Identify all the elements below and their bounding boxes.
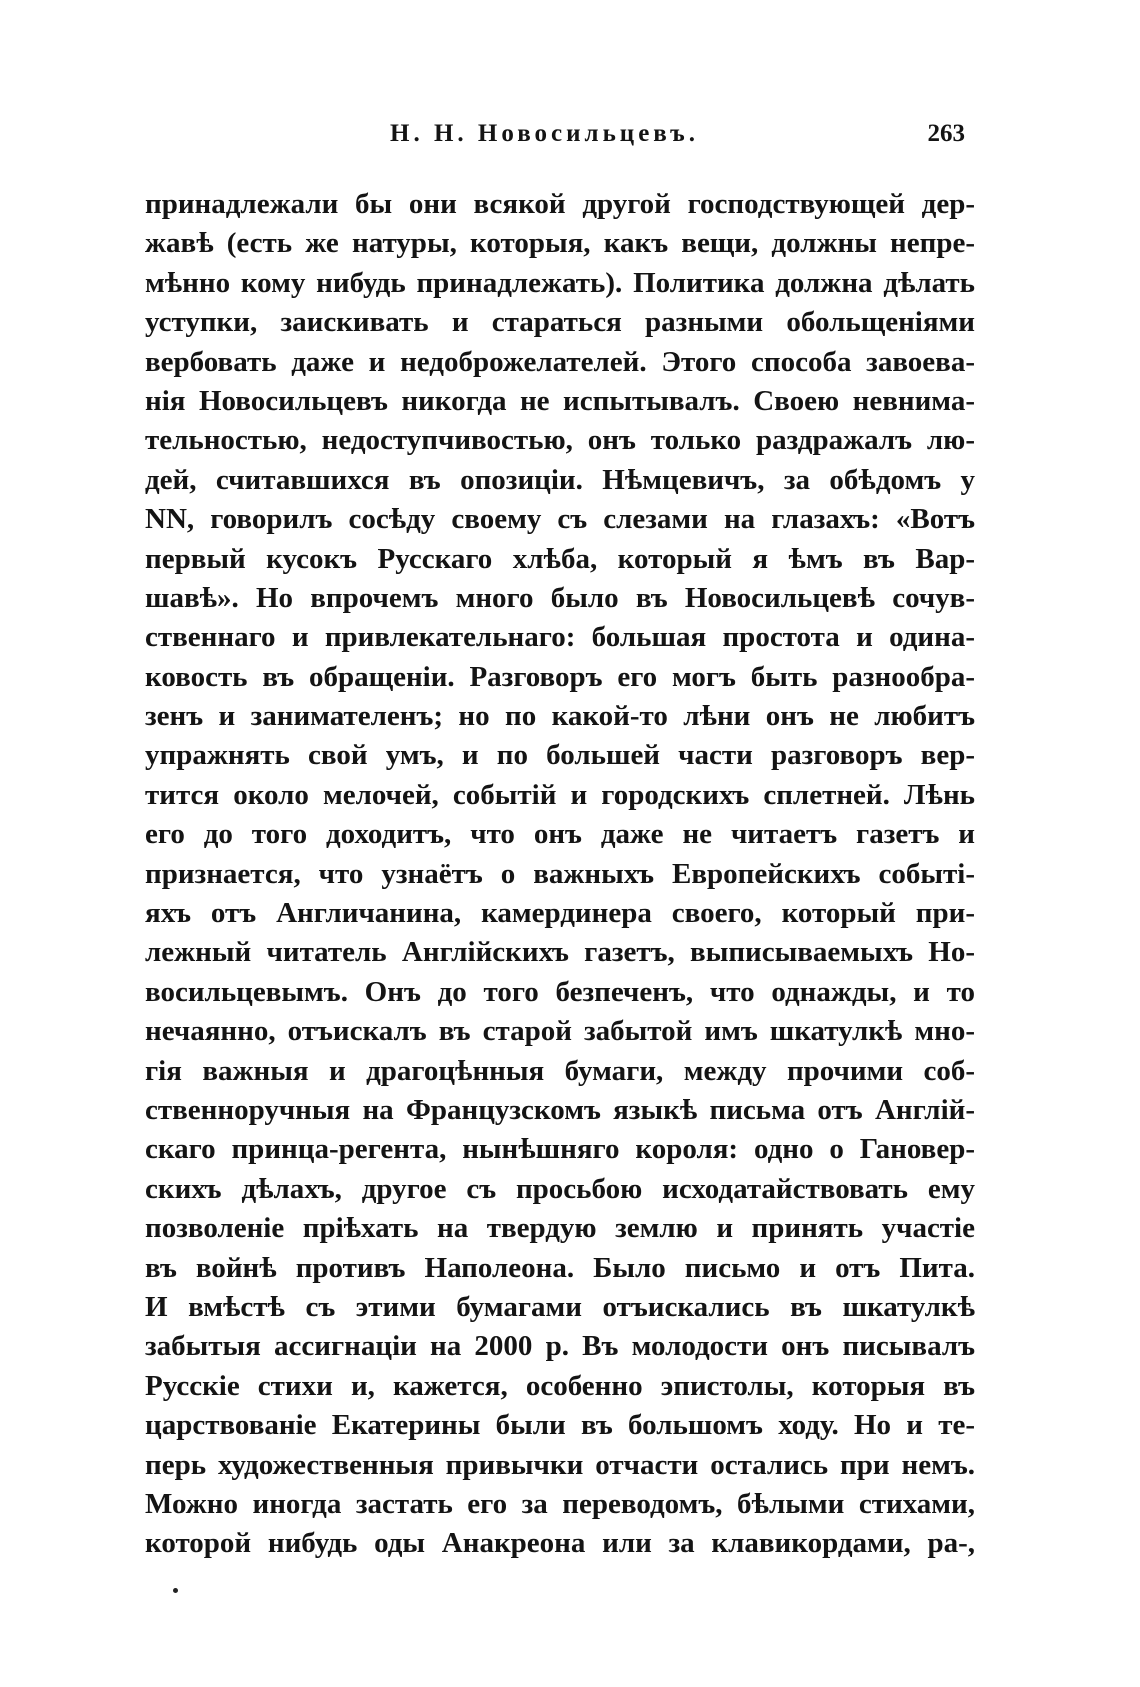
text-line: Можно иногда застать его за переводомъ, бѣлыми стихами,: [145, 1487, 975, 1520]
text-line: мѣнно кому нибудь принадлежать). Политика должна дѣлать: [145, 266, 975, 299]
text-line: ственноручныя на Французскомъ языкѣ письма отъ Англій-: [145, 1093, 975, 1126]
text-line: принадлежали бы они всякой другой господствующей дер-: [145, 188, 975, 220]
text-line: уступки, заискивать и стараться разными обольщеніями: [145, 306, 975, 339]
text-line: ственнаго и привлекательнаго: большая простота и одина-: [145, 621, 975, 654]
text-line: забытыя ассигнаціи на 2000 р. Въ молодости онъ писывалъ: [145, 1330, 975, 1363]
text-line: скаго принца-регента, нынѣшняго короля: одно о Гановер-: [145, 1133, 975, 1166]
body-text: [145, 185, 975, 1564]
text-line: перь художественныя привычки отчасти остались при немъ.: [145, 1448, 975, 1481]
text-line: позволеніе пріѣхать на твердую землю и принять участіе: [145, 1212, 975, 1245]
text-line: его до того доходитъ, что онъ даже не читаетъ газетъ и: [145, 818, 975, 851]
text-line: ковость въ обращеніи. Разговоръ его могъ быть разнообра-: [145, 660, 975, 693]
text-line: которой нибудь оды Анакреона или за клавикордами, ра-,: [145, 1527, 975, 1560]
text-line: NN, говорилъ сосѣду своему съ слезами на глазахъ: «Вотъ: [145, 503, 975, 536]
text-line: признается, что узнаётъ о важныхъ Европейскихъ событі-: [145, 857, 975, 890]
text-line: И вмѣстѣ съ этими бумагами отъискались въ шкатулкѣ: [145, 1290, 975, 1323]
text-line: яхъ отъ Англичанина, камердинера своего, который при-: [145, 897, 975, 930]
text-line: тится около мелочей, событій и городскихъ сплетней. Лѣнь: [145, 778, 975, 811]
text-line: нія Новосильцевъ никогда не испытывалъ. Своею невнима-: [145, 384, 975, 417]
text-line: царствованіе Екатерины были въ большомъ ходу. Но и те-: [145, 1409, 975, 1442]
text-line: первый кусокъ Русскаго хлѣба, который я ѣмъ въ Вар-: [145, 542, 975, 575]
text-line: гія важныя и драгоцѣнныя бумаги, между прочими соб-: [145, 1054, 975, 1087]
text-line: дей, считавшихся въ опозиціи. Нѣмцевичъ, за обѣдомъ у: [145, 463, 975, 496]
text-line: зенъ и занимателенъ; но по какой-то лѣни онъ не любитъ: [145, 700, 975, 733]
ink-speck: [173, 1588, 178, 1593]
text-line: упражнять свой умъ, и по большей части разговоръ вер-: [145, 739, 975, 772]
running-title: Н. Н. Новосильцевъ.: [390, 120, 699, 147]
text-line: скихъ дѣлахъ, другое съ просьбою исходатайствовать ему: [145, 1172, 975, 1205]
text-line: вербовать даже и недоброжелателей. Этого способа завоева-: [145, 345, 975, 378]
text-line: лежный читатель Англійскихъ газетъ, выписываемыхъ Но-: [145, 936, 975, 969]
text-line: жавѣ (есть же натуры, которыя, какъ вещи, должны непре-: [145, 227, 975, 260]
text-line: въ войнѣ противъ Наполеона. Было письмо и отъ Пита.: [145, 1251, 975, 1284]
running-head: [140, 120, 975, 160]
text-line: тельностью, недоступчивостью, онъ только раздражалъ лю-: [145, 424, 975, 457]
text-line: восильцевымъ. Онъ до того безпеченъ, что однажды, и то: [145, 975, 975, 1008]
page-number: 263: [927, 120, 965, 147]
text-line: шавѣ». Но впрочемъ много было въ Новосильцевѣ сочув-: [145, 581, 975, 614]
text-line: Русскіе стихи и, кажется, особенно эпистолы, которыя въ: [145, 1369, 975, 1402]
text-line: нечаянно, отъискалъ въ старой забытой имъ шкатулкѣ мно-: [145, 1015, 975, 1048]
